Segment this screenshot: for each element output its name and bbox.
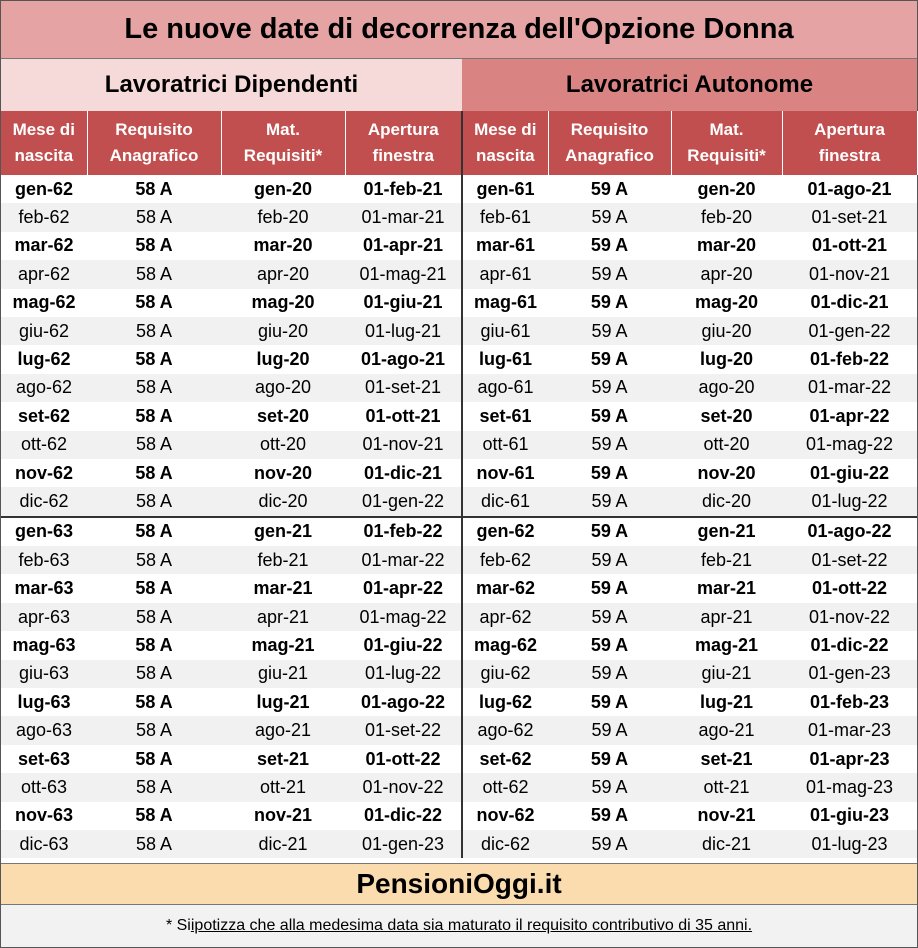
table-cell: 01-mag-22	[345, 603, 462, 631]
table-cell: 01-feb-23	[809, 691, 890, 712]
column-header-line: nascita	[475, 146, 535, 165]
table-row	[1, 203, 917, 231]
table-row	[1, 459, 917, 487]
table-cell: 01-lug-23	[782, 830, 917, 858]
table-cell: giu-62	[1, 317, 87, 345]
table-row	[1, 603, 917, 631]
table-cell: 01-giu-23	[809, 805, 890, 826]
table-cell: gen-62	[462, 517, 548, 546]
column-header-line: finestra	[818, 146, 881, 165]
table-cell: giu-61	[462, 317, 548, 345]
table-cell: 01-set-21	[345, 374, 462, 402]
table-cell: 58 A	[87, 260, 221, 288]
column-header	[87, 111, 221, 175]
table-cell: 59 A	[590, 349, 629, 370]
table-cell: lug-21	[699, 691, 753, 712]
table-cell: mag-61	[462, 289, 548, 317]
table-cell: feb-63	[1, 546, 87, 574]
table-cell: 01-dic-21	[810, 292, 889, 313]
table-cell: dic-62	[462, 830, 548, 858]
table-cell: 58 A	[87, 431, 221, 459]
section-title-dipendenti: Lavoratrici Dipendenti	[1, 59, 462, 111]
table-cell: nov-20	[697, 462, 756, 483]
table-cell: feb-61	[462, 203, 548, 231]
column-header-line: Requisito	[570, 120, 649, 139]
table-cell: nov-20	[253, 462, 313, 483]
table-cell: nov-21	[697, 805, 756, 826]
column-header	[221, 111, 345, 175]
table-cell: apr-20	[221, 260, 345, 288]
table-cell: set-20	[256, 405, 310, 426]
table-cell: 01-nov-21	[782, 260, 917, 288]
footnote-text: ipotizza che alla medesima data sia maturato il requisito contributivo di 35 anni.	[190, 917, 753, 934]
table-cell: 59 A	[548, 830, 671, 858]
table-cell: gen-21	[221, 517, 345, 546]
table-cell: ott-21	[671, 773, 782, 801]
table-cell: 58 A	[135, 691, 173, 712]
table-cell: 01-gen-22	[345, 487, 462, 516]
column-header	[548, 111, 671, 175]
table-cell: 58 A	[87, 517, 221, 546]
table-cell: dic-20	[221, 487, 345, 516]
table-cell: 01-ott-22	[811, 578, 887, 599]
table-cell: 58 A	[135, 349, 173, 370]
table-cell: set-62	[462, 745, 548, 773]
table-cell: apr-20	[671, 260, 782, 288]
table-cell: feb-62	[462, 546, 548, 574]
footnote	[1, 905, 917, 947]
table-cell: feb-62	[1, 203, 87, 231]
table-row	[1, 660, 917, 688]
table-cell: apr-21	[671, 603, 782, 631]
table-cell: 01-lug-21	[345, 317, 462, 345]
table-row	[1, 175, 917, 203]
column-header-line: Requisiti*	[687, 146, 766, 165]
table-cell: dic-21	[671, 830, 782, 858]
table-cell: 01-gen-22	[782, 317, 917, 345]
table-cell: 01-ago-22	[782, 517, 917, 546]
table-cell: 59 A	[590, 292, 629, 313]
table-cell: 58 A	[135, 634, 173, 655]
table-cell: apr-62	[462, 603, 548, 631]
table-cell: ago-61	[462, 374, 548, 402]
table-cell: set-20	[700, 405, 753, 426]
table-cell: ott-20	[221, 431, 345, 459]
table-row	[1, 716, 917, 744]
table-cell: 59 A	[590, 805, 629, 826]
column-header	[462, 111, 548, 175]
table-cell: nov-63	[14, 805, 74, 826]
table-row	[1, 688, 917, 716]
table-cell: 59 A	[548, 716, 671, 744]
table-cell: set-62	[17, 405, 71, 426]
table-cell: 01-ott-22	[365, 748, 441, 769]
table-cell: feb-20	[221, 203, 345, 231]
table-cell: lug-21	[256, 691, 310, 712]
table-cell: 01-ago-21	[360, 349, 446, 370]
table-cell: dic-63	[1, 830, 87, 858]
table-row	[1, 745, 917, 773]
table-cell: 59 A	[590, 691, 629, 712]
column-header-line: finestra	[372, 146, 434, 165]
table-cell: gen-61	[462, 175, 548, 203]
table-cell: nov-62	[462, 802, 548, 830]
table-cell: giu-62	[462, 660, 548, 688]
table-cell: 59 A	[590, 748, 629, 769]
table-cell: 59 A	[548, 317, 671, 345]
table-cell: 59 A	[590, 405, 629, 426]
table-cell: 58 A	[87, 660, 221, 688]
table-row	[1, 374, 917, 402]
table-cell: 01-lug-22	[782, 487, 917, 516]
header-row	[1, 111, 917, 175]
table-cell: ott-20	[671, 431, 782, 459]
table-cell: 58 A	[87, 374, 221, 402]
table-cell: 01-apr-22	[809, 405, 890, 426]
table-cell: 01-mag-22	[782, 431, 917, 459]
table-cell: mag-63	[12, 634, 76, 655]
table-cell: giu-21	[671, 660, 782, 688]
table-cell: mar-21	[253, 578, 313, 599]
table-cell: 01-giu-21	[363, 292, 443, 313]
table-cell: mag-62	[462, 631, 548, 659]
table-cell: mag-21	[251, 634, 315, 655]
footnote-prefix: * Si	[165, 917, 191, 934]
table-cell: dic-21	[221, 830, 345, 858]
column-header	[345, 111, 462, 175]
table-row	[1, 345, 917, 373]
table-cell: 01-ott-21	[365, 405, 441, 426]
table-cell: 58 A	[87, 716, 221, 744]
table-row	[1, 574, 917, 602]
table-cell: 58 A	[135, 462, 173, 483]
table-cell: 59 A	[548, 203, 671, 231]
table-cell: giu-63	[1, 660, 87, 688]
table-cell: 01-giu-22	[809, 462, 890, 483]
table-cell: 01-set-22	[782, 546, 917, 574]
table-cell: 01-apr-23	[809, 748, 890, 769]
table-cell: dic-61	[462, 487, 548, 516]
column-header-line: Mese di	[474, 120, 537, 139]
brand-banner: PensioniOggi.it	[1, 863, 917, 905]
table-cell: lug-63	[17, 691, 71, 712]
table-cell: 58 A	[135, 292, 173, 313]
table-cell: 59 A	[590, 462, 629, 483]
table-cell: 01-nov-22	[345, 773, 462, 801]
table-cell: feb-21	[221, 546, 345, 574]
table-cell: 01-set-21	[782, 203, 917, 231]
table-cell: 58 A	[135, 405, 173, 426]
table-cell: dic-20	[671, 487, 782, 516]
table-cell: ago-21	[671, 716, 782, 744]
table-cell: giu-20	[221, 317, 345, 345]
table-cell: 59 A	[548, 260, 671, 288]
table-body	[1, 175, 917, 858]
table-cell: ago-63	[1, 716, 87, 744]
table-cell: ago-20	[221, 374, 345, 402]
table-row	[1, 517, 917, 546]
column-header-line: Apertura	[367, 120, 439, 139]
table-row	[1, 431, 917, 459]
table-cell: 58 A	[87, 317, 221, 345]
table-cell: 59 A	[548, 660, 671, 688]
dates-table	[1, 111, 918, 858]
column-header-line: Requisiti*	[243, 146, 323, 165]
table-row	[1, 289, 917, 317]
table-cell: mar-63	[14, 578, 74, 599]
table-cell: lug-62	[17, 349, 71, 370]
table-cell: nov-61	[462, 459, 548, 487]
column-header	[782, 111, 917, 175]
column-header-line: Requisito	[115, 120, 193, 139]
table-cell: gen-20	[253, 178, 313, 199]
table-cell: 58 A	[87, 603, 221, 631]
column-header-line: Mat.	[266, 120, 300, 139]
table-cell: 01-apr-21	[362, 235, 444, 256]
table-cell: 59 A	[548, 603, 671, 631]
table-cell: apr-61	[462, 260, 548, 288]
table-cell: nov-21	[253, 805, 313, 826]
table-cell: 01-ago-21	[807, 178, 892, 199]
section-title-autonome: Lavoratrici Autonome	[462, 59, 917, 111]
table-cell: 01-apr-22	[362, 578, 444, 599]
table-cell: 01-mag-23	[782, 773, 917, 801]
table-cell: mar-21	[696, 578, 757, 599]
table-cell: 01-mar-21	[345, 203, 462, 231]
table-cell: gen-21	[671, 517, 782, 546]
table-cell: 59 A	[548, 487, 671, 516]
table-cell: 59 A	[590, 578, 629, 599]
table-row	[1, 402, 917, 430]
column-header-line: Apertura	[814, 120, 885, 139]
table-cell: 58 A	[87, 487, 221, 516]
table-cell: 58 A	[135, 748, 173, 769]
table-cell: lug-61	[462, 345, 548, 373]
table-cell: 59 A	[548, 773, 671, 801]
table-cell: 59 A	[548, 431, 671, 459]
table-cell: 01-dic-22	[363, 805, 443, 826]
table-row	[1, 260, 917, 288]
table-cell: 59 A	[548, 517, 671, 546]
table-cell: 01-mar-23	[782, 716, 917, 744]
table-row	[1, 232, 917, 260]
table-cell: lug-20	[699, 349, 753, 370]
page-title: Le nuove date di decorrenza dell'Opzione Donna	[1, 1, 917, 59]
table-cell: 01-ago-22	[360, 691, 446, 712]
table-cell: 01-giu-22	[363, 634, 443, 655]
column-header-line: Mese di	[12, 120, 75, 139]
table-row	[1, 773, 917, 801]
table-cell: 58 A	[135, 805, 173, 826]
table-cell: 58 A	[135, 235, 173, 256]
table-cell: giu-21	[221, 660, 345, 688]
column-header	[1, 111, 87, 175]
table-cell: lug-62	[462, 688, 548, 716]
table-cell: 01-nov-21	[345, 431, 462, 459]
column-header-line: Anagrafico	[109, 146, 199, 165]
table-cell: 01-set-22	[345, 716, 462, 744]
table-cell: 01-gen-23	[345, 830, 462, 858]
table-cell: apr-21	[221, 603, 345, 631]
table-cell: ago-21	[221, 716, 345, 744]
table-row	[1, 631, 917, 659]
table-cell: 59 A	[590, 178, 629, 199]
table-cell: set-63	[17, 748, 71, 769]
table-cell: apr-62	[1, 260, 87, 288]
table-cell: 01-mar-22	[782, 374, 917, 402]
table-cell: 01-dic-21	[363, 462, 443, 483]
table-cell: nov-62	[14, 462, 74, 483]
table-cell: mar-20	[696, 235, 757, 256]
column-header-line: Anagrafico	[565, 146, 654, 165]
table-cell: 01-mar-22	[345, 546, 462, 574]
table-cell: 58 A	[87, 830, 221, 858]
table-cell: ago-20	[671, 374, 782, 402]
table-cell: 59 A	[590, 634, 629, 655]
table-cell: ott-21	[221, 773, 345, 801]
table-cell: apr-63	[1, 603, 87, 631]
table-cell: ago-62	[462, 716, 548, 744]
table-cell: set-21	[256, 748, 310, 769]
table-cell: dic-62	[1, 487, 87, 516]
table-cell: feb-21	[671, 546, 782, 574]
table-cell: 01-feb-22	[809, 349, 890, 370]
table-cell: ott-61	[462, 431, 548, 459]
table-cell: ott-62	[462, 773, 548, 801]
table-cell: 59 A	[548, 546, 671, 574]
table-cell: 01-feb-21	[363, 178, 443, 199]
column-header-line: nascita	[14, 146, 74, 165]
table-cell: 01-gen-23	[782, 660, 917, 688]
table-cell: mag-20	[694, 292, 759, 313]
table-cell: mar-62	[462, 574, 548, 602]
table-row	[1, 317, 917, 345]
table-cell: mag-62	[12, 292, 76, 313]
table-cell: lug-20	[256, 349, 310, 370]
table-cell: 58 A	[87, 546, 221, 574]
table-cell: 58 A	[87, 773, 221, 801]
table-row	[1, 802, 917, 830]
table-cell: mar-61	[462, 232, 548, 260]
table-cell: set-61	[462, 402, 548, 430]
table-cell: 58 A	[135, 578, 173, 599]
table-cell: 58 A	[87, 203, 221, 231]
column-header-line: Mat.	[709, 120, 744, 139]
table-cell: gen-63	[1, 517, 87, 546]
table-cell: mar-20	[253, 235, 313, 256]
table-cell: 58 A	[135, 178, 173, 199]
table-cell: 01-mag-21	[345, 260, 462, 288]
table-row	[1, 487, 917, 516]
table-cell: ott-63	[1, 773, 87, 801]
table-cell: mag-20	[251, 292, 315, 313]
table-cell: 01-lug-22	[345, 660, 462, 688]
table-cell: 01-nov-22	[782, 603, 917, 631]
table-cell: giu-20	[671, 317, 782, 345]
table-row	[1, 830, 917, 858]
table-cell: gen-62	[14, 178, 74, 199]
table-cell: 01-dic-22	[810, 634, 889, 655]
table-cell: ott-62	[1, 431, 87, 459]
table-cell: mar-62	[14, 235, 74, 256]
table-cell: ago-62	[1, 374, 87, 402]
table-cell: gen-20	[697, 178, 756, 199]
column-header	[671, 111, 782, 175]
table-cell: 01-feb-22	[345, 517, 462, 546]
table-row	[1, 546, 917, 574]
table-cell: 59 A	[590, 235, 629, 256]
table-cell: 59 A	[548, 374, 671, 402]
table-cell: mag-21	[694, 634, 759, 655]
table-cell: 01-ott-21	[811, 235, 887, 256]
table-cell: feb-20	[671, 203, 782, 231]
table-cell: set-21	[700, 748, 753, 769]
